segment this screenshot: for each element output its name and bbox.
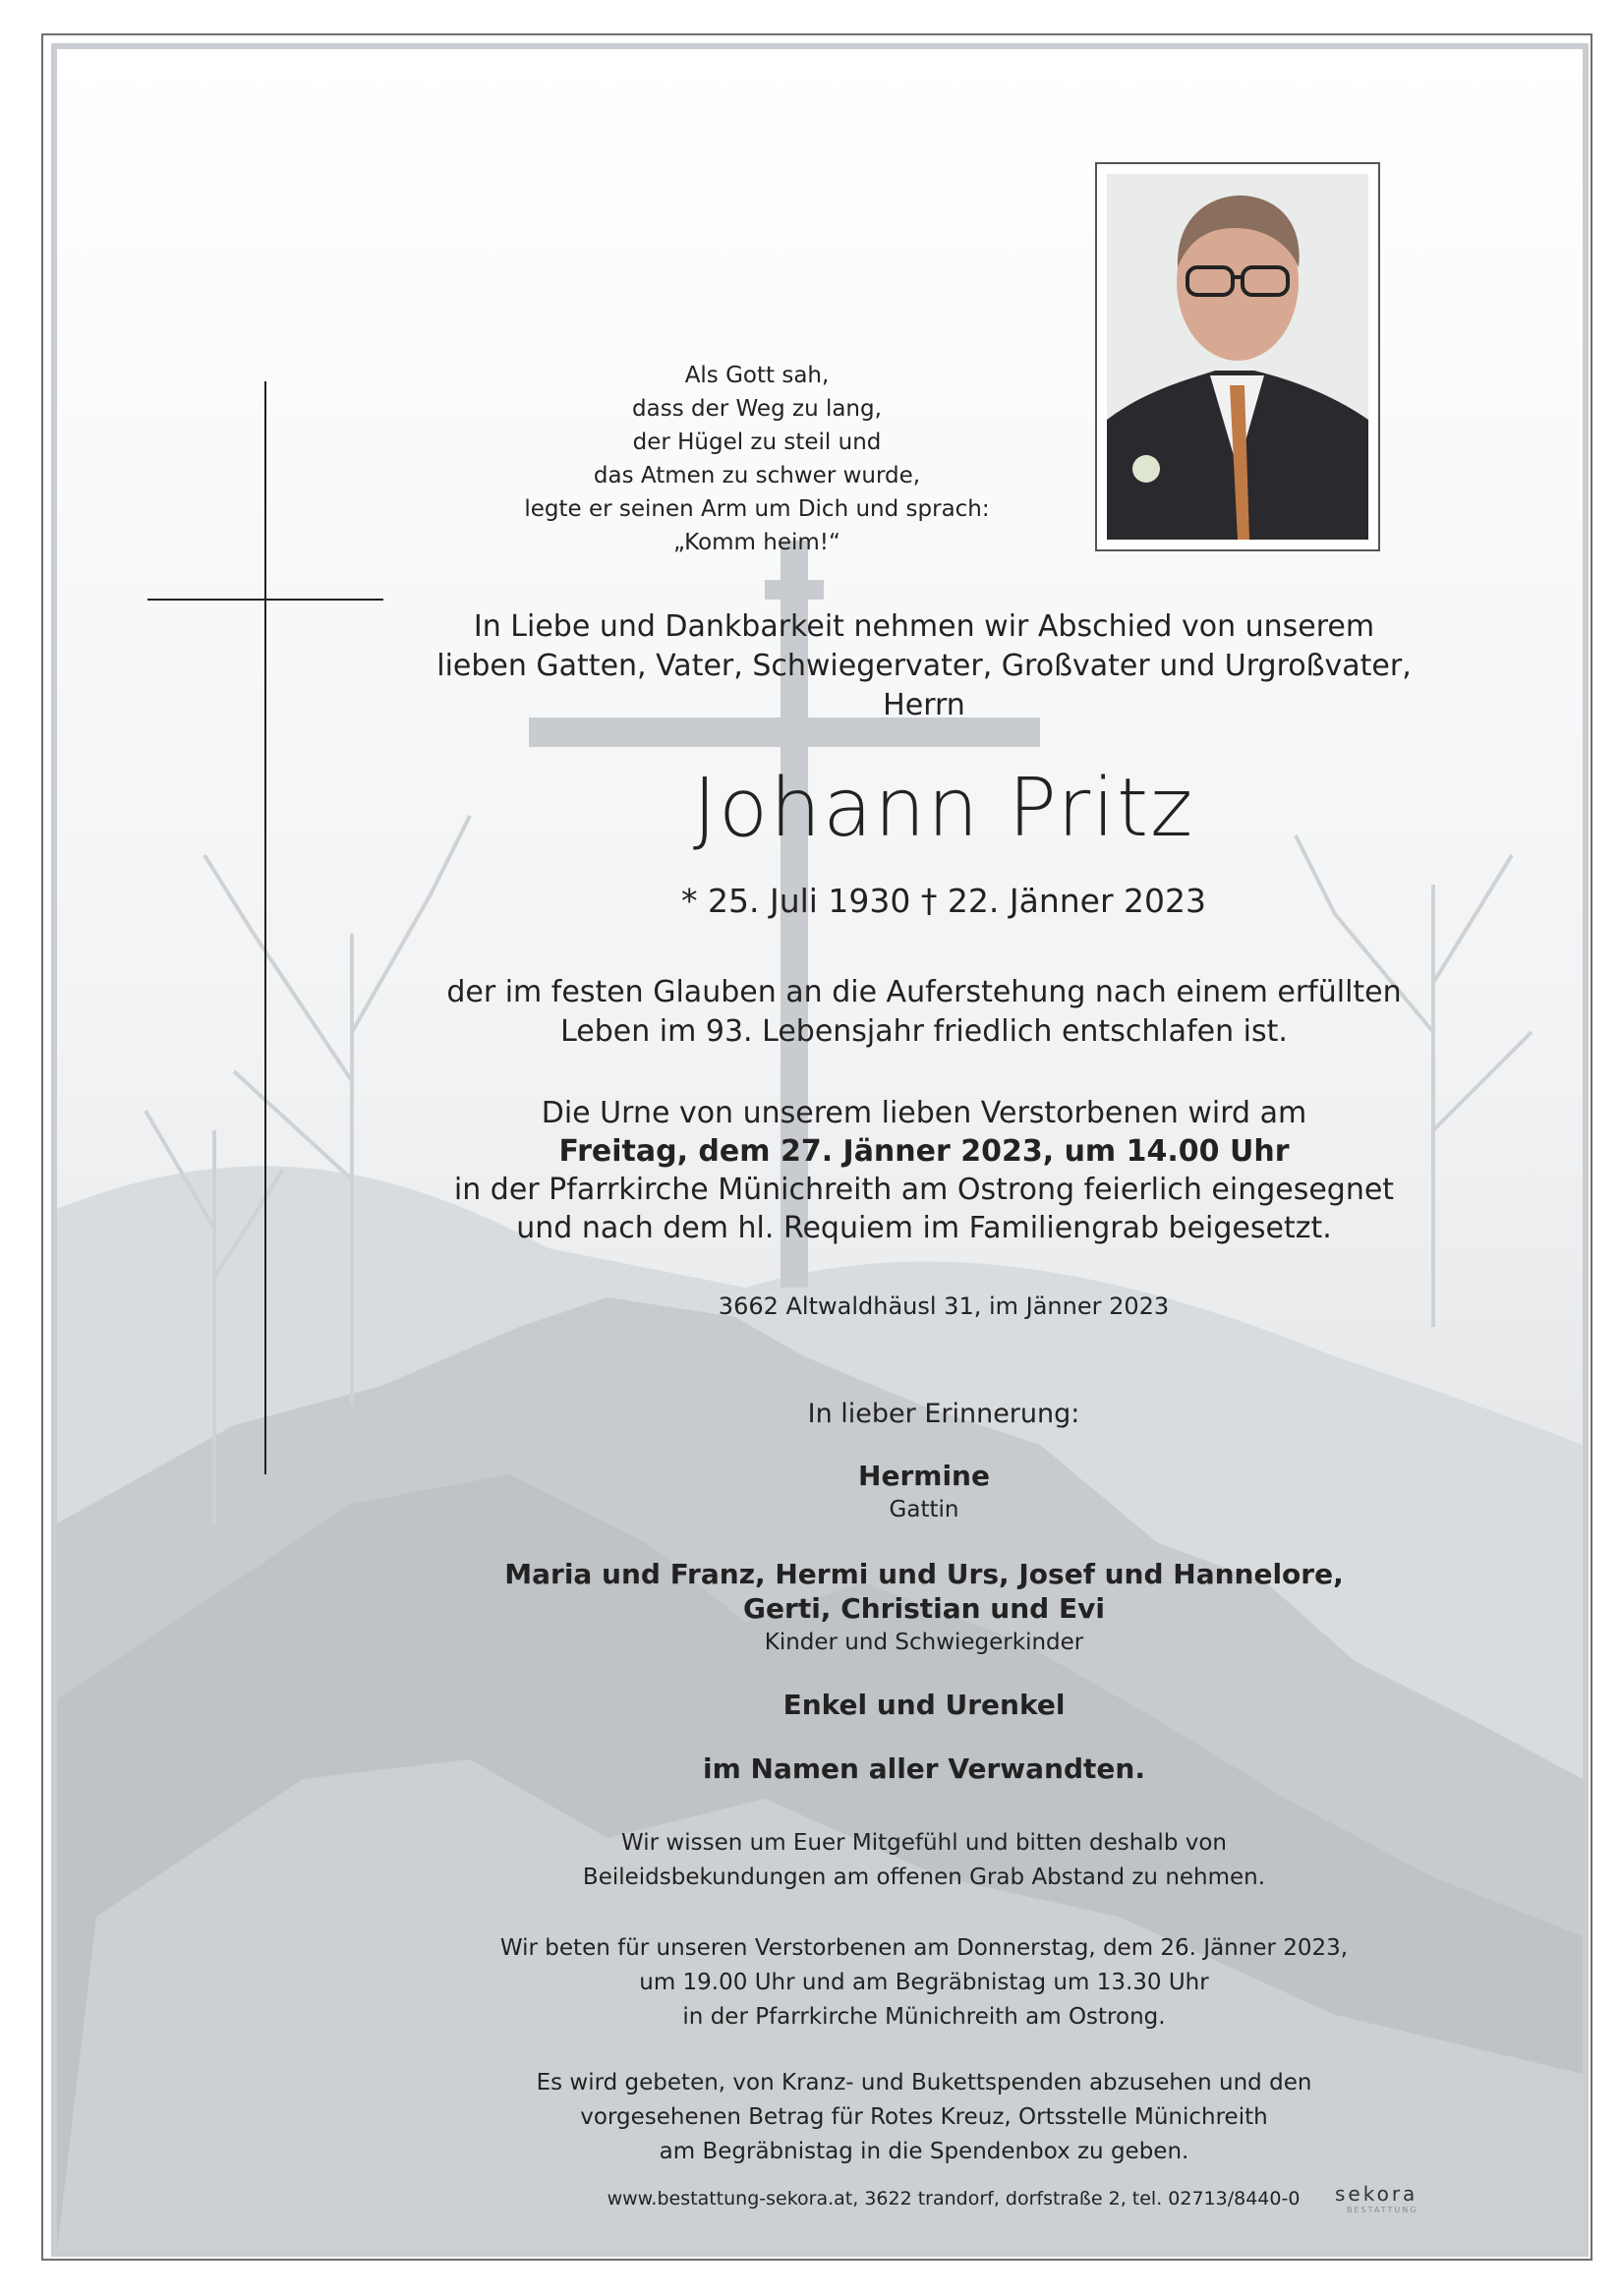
cross-icon [147,381,383,1474]
faith-line: Leben im 93. Lebensjahr friedlich entschlafen ist. [560,1014,1288,1049]
notice-line: in der Pfarrkirche Münichreith am Ostrong. [682,2004,1166,2030]
notice-condolences [413,1826,1435,1895]
notice-line: um 19.00 Uhr und am Begräbnistag um 13.30 Uhr [639,1970,1209,1995]
notice-prayer [413,1931,1435,2035]
life-dates: * 25. Juli 1930 † 22. Jänner 2023 [681,882,1206,920]
footer-contact: www.bestattung-sekora.at, 3622 trandorf, dorfstraße 2, tel. 02713/8440-0 [607,2188,1301,2210]
poem-line: dass der Weg zu lang, [632,396,882,422]
poem-line: der Hügel zu steil und [632,430,882,455]
place-date: 3662 Altwaldhäusl 31, im Jänner 2023 [718,1292,1170,1320]
poem-line: legte er seinen Arm um Dich und sprach: [524,496,990,522]
intro-line: In Liebe und Dankbarkeit nehmen wir Abschied von unserem [473,609,1375,644]
mourner-name: Maria und Franz, Hermi und Urs, Josef und Hannelore, [504,1558,1344,1590]
mourner-name: Gerti, Christian und Evi [743,1592,1105,1625]
poem-line: Als Gott sah, [684,363,830,388]
mourner-name: Enkel und Urenkel [782,1689,1066,1721]
notice-line: Wir beten für unseren Verstorbenen am Donnerstag, dem 26. Jänner 2023, [499,1935,1349,1961]
poem [482,359,1032,559]
notice-line: Es wird gebeten, von Kranz- und Bukettspenden abzusehen und den [536,2070,1312,2095]
urn-line: und nach dem hl. Requiem im Familiengrab beigesetzt. [516,1211,1332,1245]
intro-line: lieben Gatten, Vater, Schwiegervater, Großvater und Urgroßvater, [436,649,1412,683]
memory-heading: In lieber Erinnerung: [807,1399,1080,1429]
urn-announcement [413,1094,1435,1247]
notice-donations [413,2066,1435,2169]
notice-line: Beileidsbekundungen am offenen Grab Abstand zu nehmen. [582,1865,1266,1890]
faith-line: der im festen Glauben an die Auferstehung nach einem erfüllten [446,975,1402,1009]
urn-date-line: Freitag, dem 27. Jänner 2023, um 14.00 Uhr [558,1134,1290,1169]
poem-line: das Atmen zu schwer wurde, [593,463,921,488]
mourner-role: Kinder und Schwiegerkinder [764,1630,1084,1655]
notice-line: Wir wissen um Euer Mitgefühl und bitten deshalb von [621,1830,1227,1856]
mourner-role: Gattin [889,1497,959,1522]
urn-line: in der Pfarrkirche Münichreith am Ostrong feierlich eingesegnet [453,1173,1395,1207]
notice-line: am Begräbnistag in die Spendenbox zu geben. [659,2139,1189,2164]
poem-line: „Komm heim!“ [673,530,840,555]
faith-text [413,973,1435,1052]
mourner-name: Hermine [858,1460,990,1492]
portrait-frame [1095,162,1380,551]
intro-text [413,607,1435,725]
urn-line: Die Urne von unserem lieben Verstorbenen wird am [541,1096,1307,1130]
deceased-name: Johann Pritz [692,762,1195,855]
intro-line: Herrn [883,688,965,722]
portrait-photo [1107,174,1368,540]
notice-line: vorgesehenen Betrag für Rotes Kreuz, Ortsstelle Münichreith [580,2104,1268,2130]
mourner-name: im Namen aller Verwandten. [703,1752,1145,1785]
sekora-logo-sub: BESTATTUNG [1347,2206,1418,2214]
sekora-logo: sekora [1335,2182,1418,2206]
